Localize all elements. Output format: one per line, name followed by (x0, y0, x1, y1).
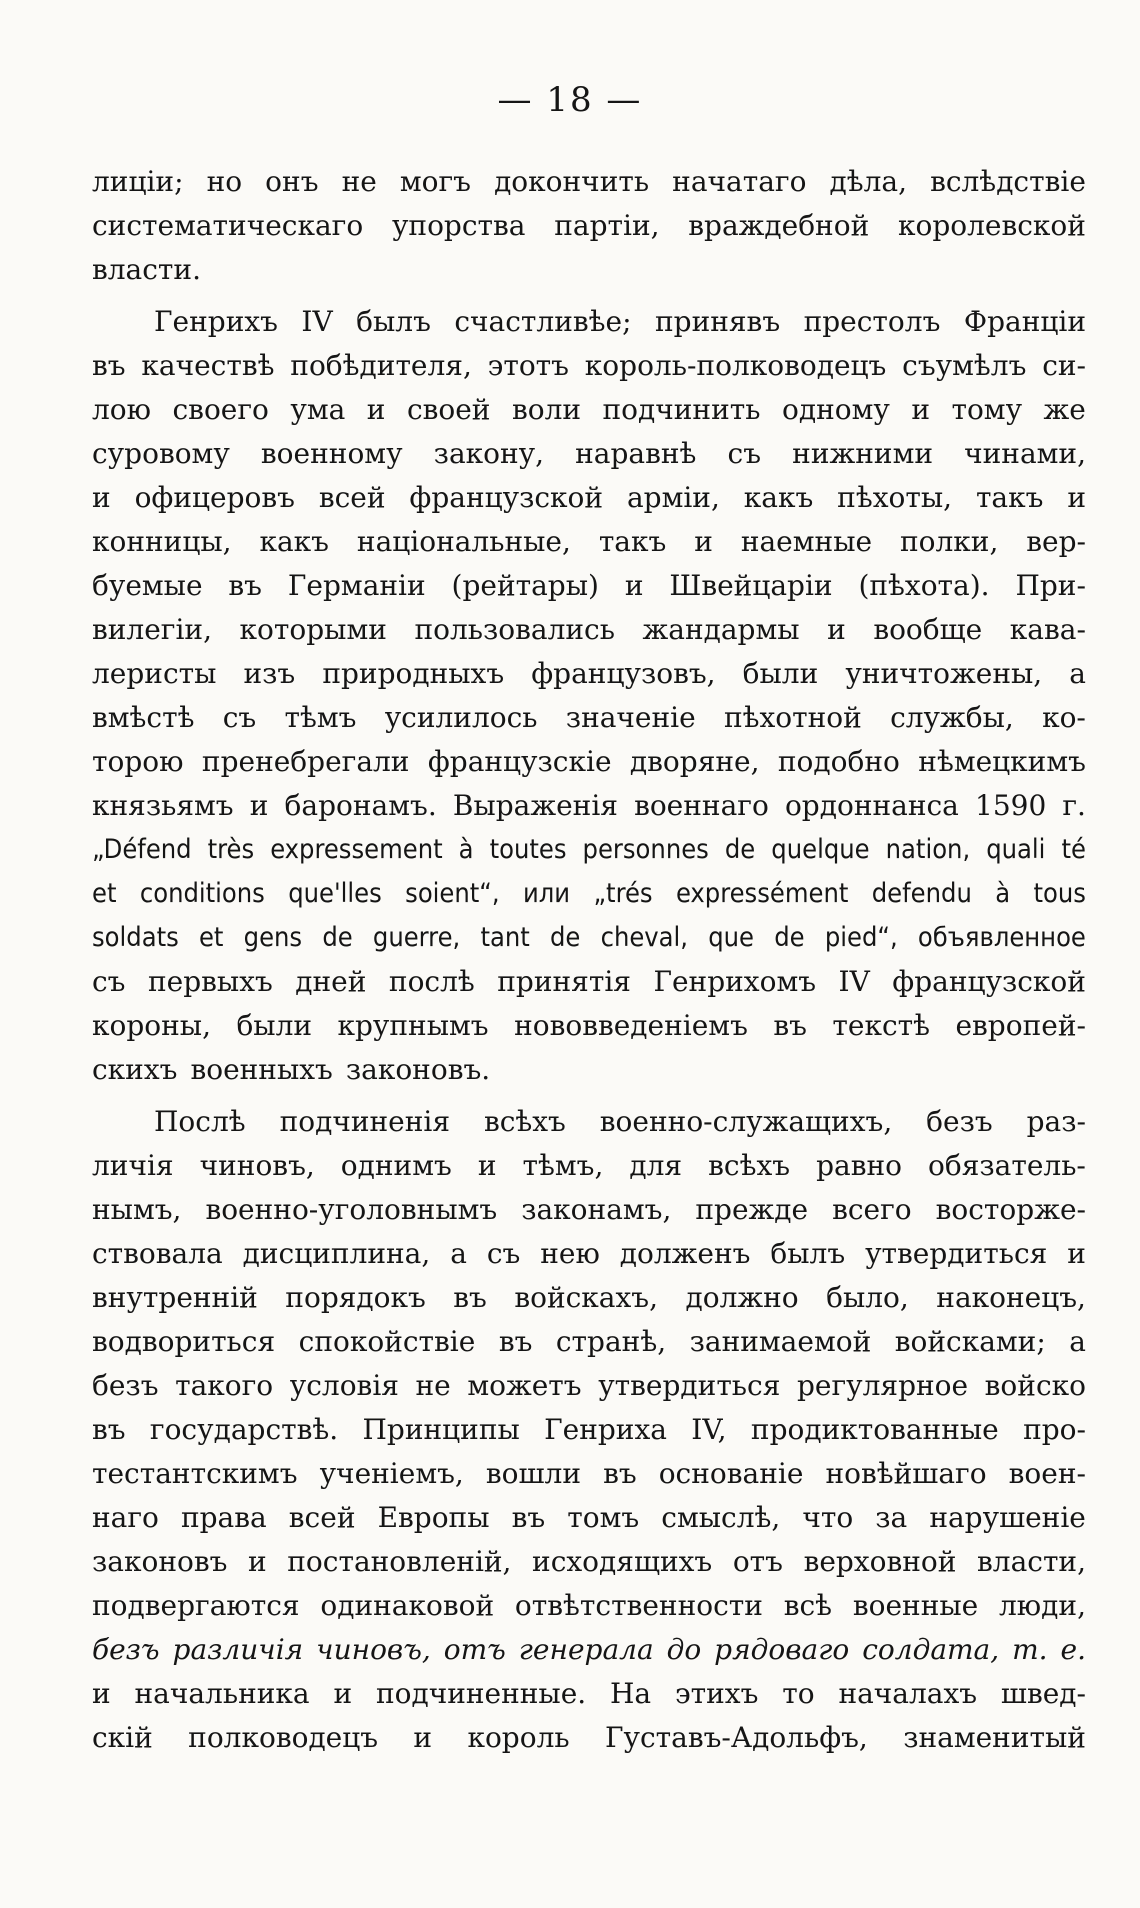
text-line: законовъ и постановленiй, исходящихъ отъ верховной власти, (92, 1545, 1086, 1578)
text-line: въ государствѣ. Принципы Генриха IV, продиктованные про- (92, 1413, 1086, 1446)
text-line: скихъ военныхъ законовъ. (92, 1053, 491, 1086)
text-line: и начальника и подчиненные. На этихъ то началахъ швед- (92, 1677, 1086, 1710)
text-line: скiй полководецъ и король Густавъ-Адольфъ, знаменитый (92, 1721, 1086, 1754)
text-line: безъ такого условiя не можетъ утвердиться регулярное войско (92, 1369, 1086, 1402)
text-line: суровому военному закону, наравнѣ съ нижними чинами, (92, 437, 1086, 470)
text-line: систематическаго упорства партiи, враждебной королевской (92, 209, 1086, 242)
text-line: наго права всей Европы въ томъ смыслѣ, что за нарушенiе (92, 1501, 1086, 1534)
text-line: Генрихъ IV былъ счастливѣе; принявъ престолъ Францiи (154, 305, 1086, 338)
text-line: тестантскимъ ученiемъ, вошли въ основанiе новѣйшаго воен- (92, 1457, 1086, 1490)
text-line: короны, были крупнымъ нововведенiемъ въ текстѣ европей- (92, 1009, 1086, 1042)
text-line: et conditions que'lles soient“, или „trés expressément defendu à tous (92, 878, 1086, 909)
text-line: вилегiи, которыми пользовались жандармы и вообще кава- (92, 613, 1086, 646)
text-line: „Défend très expressement à toutes personnes de quelque nation, quali té (92, 834, 1086, 865)
text-line: въ качествѣ побѣдителя, этотъ король-полководецъ съумѣлъ си- (92, 349, 1086, 382)
text-line: нымъ, военно-уголовнымъ законамъ, прежде всего восторже- (92, 1193, 1086, 1226)
text-line: личiя чиновъ, однимъ и тѣмъ, для всѣхъ равно обязатель- (92, 1149, 1086, 1182)
text-line: леристы изъ природныхъ французовъ, были уничтожены, а (92, 657, 1086, 690)
text-line: внутреннiй порядокъ въ войскахъ, должно было, наконецъ, (92, 1281, 1086, 1314)
page-text (92, 160, 1086, 1760)
text-line: Послѣ подчиненiя всѣхъ военно-служащихъ, безъ раз- (154, 1105, 1086, 1138)
text-line: конницы, какъ нацiональные, такъ и наемные полки, вер- (92, 525, 1086, 558)
text-line: вмѣстѣ съ тѣмъ усилилось значенiе пѣхотной службы, ко- (92, 701, 1086, 734)
text-line: подвергаются одинаковой отвѣтственности всѣ военные люди, (92, 1589, 1086, 1622)
text-line: soldats et gens de guerre, tant de cheval, que de pied“, объявленное (92, 922, 1086, 953)
text-line: торою пренебрегали французскiе дворяне, подобно нѣмецкимъ (92, 745, 1086, 778)
text-line: лою своего ума и своей воли подчинить одному и тому же (92, 393, 1086, 426)
text-line: водвориться спокойствiе въ странѣ, занимаемой войсками; а (92, 1325, 1086, 1358)
text-line: съ первыхъ дней послѣ принятiя Генрихомъ IV французской (92, 965, 1086, 998)
text-line: безъ различiя чиновъ, отъ генерала до рядоваго солдата, т. е. (92, 1633, 1086, 1666)
text-line: ствовала дисциплина, а съ нею долженъ былъ утвердиться и (92, 1237, 1086, 1270)
text-line: власти. (92, 253, 201, 286)
text-line: буемые въ Германiи (рейтары) и Швейцарiи (пѣхота). При- (92, 569, 1086, 602)
text-line: и офицеровъ всей французской армiи, какъ пѣхоты, такъ и (92, 481, 1086, 514)
page-number: — 18 — (497, 80, 643, 120)
text-line: лицiи; но онъ не могъ докончить начатаго дѣла, вслѣдствiе (92, 165, 1086, 198)
text-line: князьямъ и баронамъ. Выраженiя военнаго ордоннанса 1590 г. (92, 789, 1086, 822)
